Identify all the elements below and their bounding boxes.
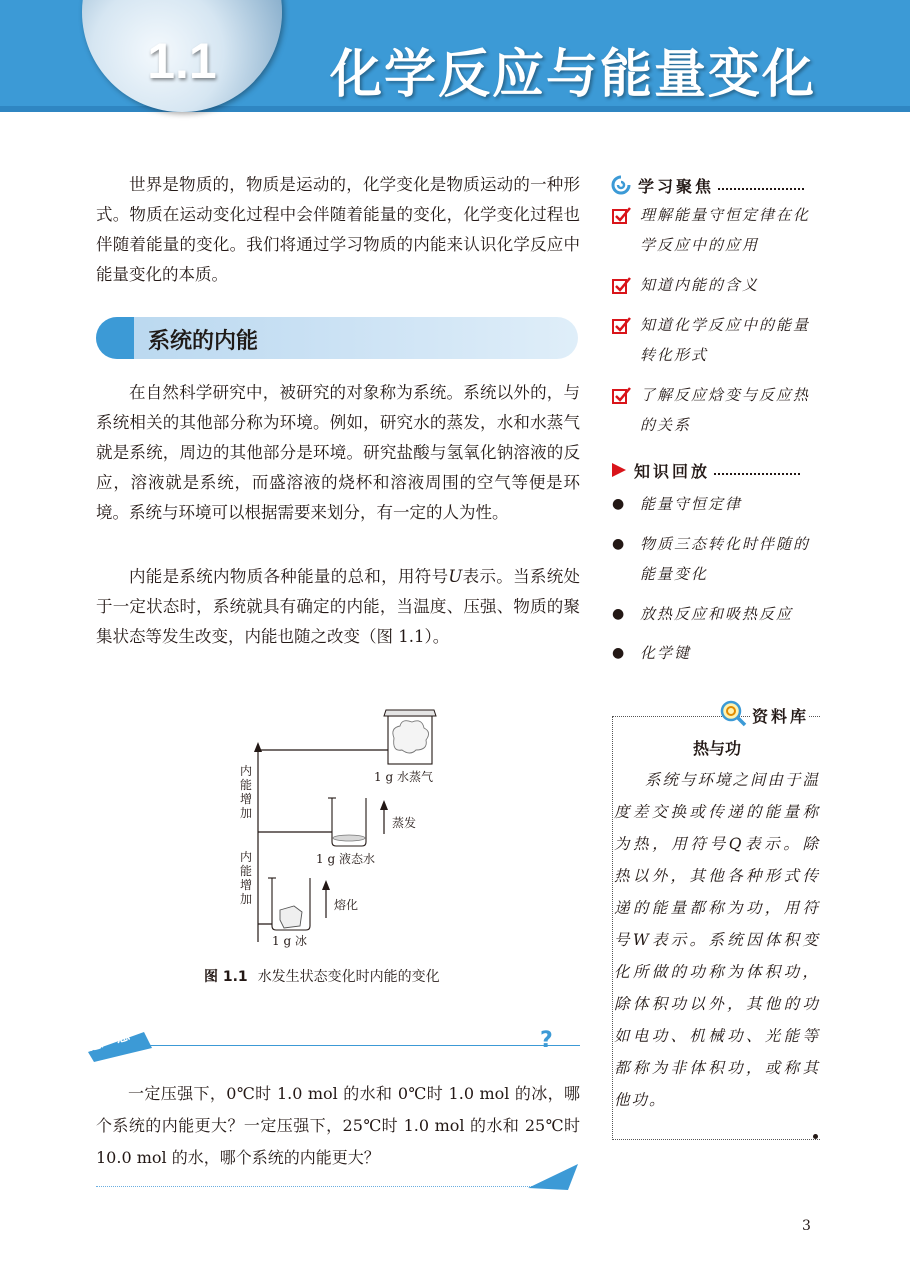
resource-body [614,764,820,1116]
heading-dots [718,180,804,190]
knowledge-review-title: 知识回放 [634,461,711,481]
checkbox-checked-icon [612,316,632,336]
resource-text-a: 系统与环境之间由于温度差交换或传递的能量称为热，用符号 [614,771,821,853]
ice-beaker-icon [268,878,310,930]
figure-caption-number: 图 1.1 [204,969,248,985]
internal-energy-text-b: 表示。当系统处于一定状态时，系统就具有确定的内能，当温度、压强、物质的聚集状态等发生改变，内能也随之改变（图 1.1）。 [96,567,581,646]
focus-item-text: 知道内能的含义 [640,276,760,294]
review-item-text: 放热反应和吸热反应 [640,605,794,623]
learning-focus-heading [610,173,804,197]
section-heading-cap [96,317,134,359]
evaporation-label: 蒸发 [392,816,417,830]
checkbox-checked-icon [612,206,632,226]
figure-caption-text: 水发生状态变化时内能的变化 [257,969,440,985]
think-top-rule [150,1045,580,1046]
think-question: 一定压强下，0℃时 1.0 mol 的水和 0℃时 1.0 mol 的冰，哪个系统的内能更大？一定压强下，25℃时 1.0 mol 的水和 25℃时 10.0 mol 的水，哪个系统的内能更大？ [96,1084,580,1167]
internal-energy-paragraph [96,562,580,652]
section-title: 系统的内能 [148,329,259,354]
focus-item-text: 了解反应焓变与反应热的关系 [640,386,811,434]
think-badge-text: 想一想 [86,1027,132,1055]
heading-dots [714,465,800,475]
review-item-text: 物质三态转化时伴随的能量变化 [640,535,811,583]
bullet-icon: ● [612,496,625,512]
review-item [612,489,822,519]
melting-label: 熔化 [334,898,359,912]
swirl-icon [610,174,632,196]
focus-item [612,270,822,300]
energy-increase-label-upper: 内能增加 [240,764,253,820]
magnifier-icon [718,698,748,728]
liquid-label: 1 g 液态水 [316,852,375,866]
resource-text-b: 表示。除热以外，其他各种形式传递的能量都称为功，用符号 [614,835,820,949]
resource-text-c: 表示。系统因体积变化所做的功称为体积功，除体积功以外，其他的功如电功、机械功、光能等都称为非体积功，或称其他功。 [614,931,820,1109]
state-change-diagram [228,702,458,952]
review-item-text: 能量守恒定律 [640,495,743,513]
review-item [612,599,822,629]
symbol-w: W [632,931,651,949]
ice-label: 1 g 冰 [272,934,307,948]
page-title: 化学反应与能量变化 [330,45,817,105]
bullet-icon: ● [612,536,625,552]
figure-caption [204,966,440,986]
think-corner-arrow-icon [528,1162,582,1192]
focus-item-text: 知道化学反应中的能量转化形式 [640,316,811,364]
review-item-text: 化学键 [640,644,692,662]
resource-title: 热与功 [692,739,741,758]
liquid-beaker-icon [328,798,366,846]
intro-paragraph: 世界是物质的，物质是运动的，化学变化是物质运动的一种形式。物质在运动变化过程中会伴随着能量的变化，化学变化过程也伴随着能量的变化。我们将通过学习物质的内能来认识化学反应中能量变化的本质。 [96,175,580,284]
question-mark-icon: ? [540,1028,553,1053]
play-triangle-icon [610,461,628,479]
internal-energy-text-a: 内能是系统内物质各种能量的总和，用符号 [129,567,449,586]
section-number: 1.1 [147,33,217,89]
checkbox-checked-icon [612,386,632,406]
focus-item [612,310,822,370]
vapor-container-icon [384,710,436,764]
think-bottom-rule [96,1186,536,1187]
symbol-u: U [448,567,463,586]
symbol-q: Q [728,835,744,853]
resource-library-heading: 资料库 [750,704,809,727]
focus-item [612,200,822,260]
checkbox-checked-icon [612,276,632,296]
learning-focus-title: 学习聚焦 [638,176,715,196]
figure-1-1 [228,702,458,952]
focus-item [612,380,822,440]
review-item [612,638,822,668]
bullet-icon: ● [612,606,625,622]
system-paragraph: 在自然科学研究中，被研究的对象称为系统。系统以外的，与系统相关的其他部分称为环境。例如，研究水的蒸发，水和水蒸气就是系统，周边的其他部分是环境。研究盐酸与氢氧化钠溶液的反应，溶液就是系统，而盛溶液的烧杯和溶液周围的空气等便是环境。系统与环境可以根据需要来划分，有一定的人为性。 [96,383,580,522]
focus-item-text: 理解能量守恒定律在化学反应中的应用 [640,206,811,254]
knowledge-review-heading [610,458,800,482]
resource-box-corner-dot [813,1134,818,1139]
page-number: 3 [802,1218,811,1234]
bullet-icon: ● [612,645,625,661]
vapor-label: 1 g 水蒸气 [374,770,433,784]
review-item [612,529,822,589]
energy-increase-label-lower: 内能增加 [240,850,253,906]
